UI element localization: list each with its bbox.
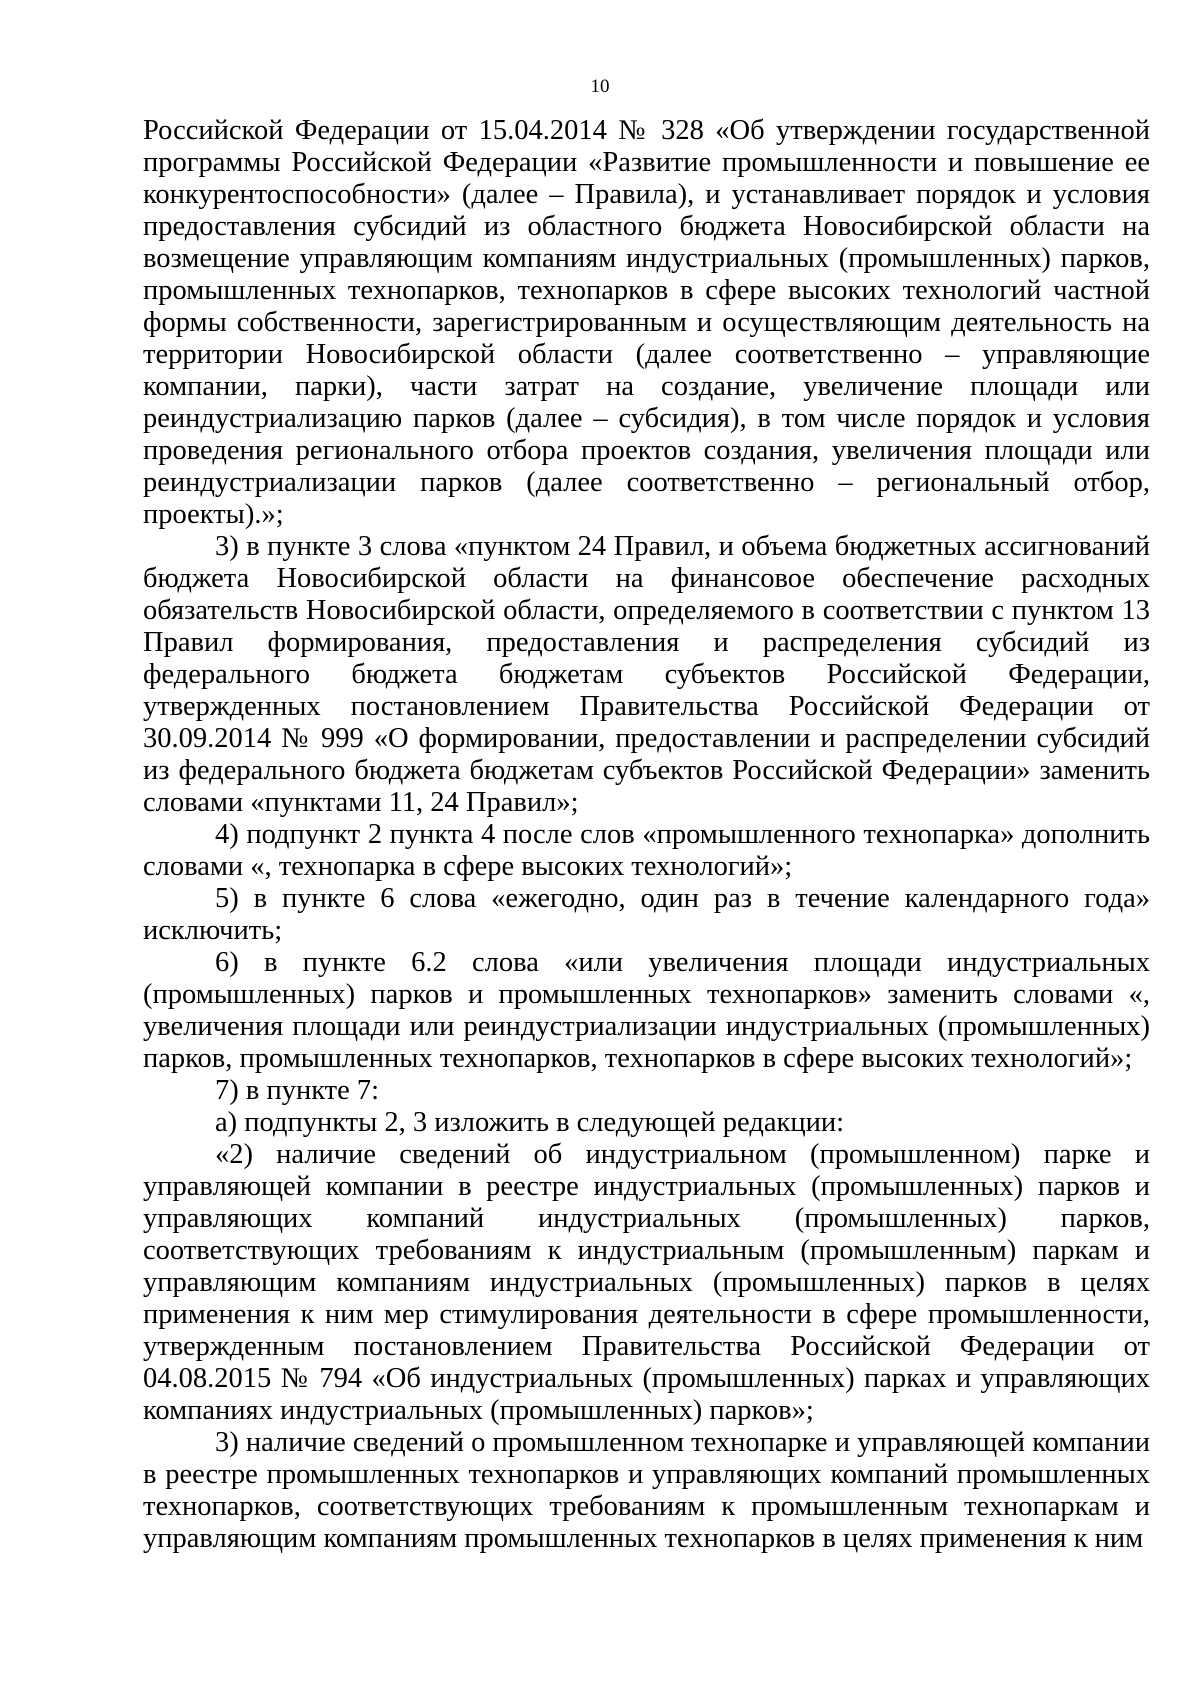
paragraph-continuation: Российской Федерации от 15.04.2014 № 328 «Об утверждении государственной программы Российской Федерации «Развитие промышленности и повышение ее конкурентоспособности» (далее – Правила), и устанавливает порядок и условия предоставления субсидий из областного бюджета Новосибирской области на возмещение управляющим компаниям индустриальных (промышленных) парков, промышленных технопарков, технопарков в сфере высоких технологий частной формы собственности, зарегистрированным и осуществляющим деятельность на территории Новосибирской области (далее соответственно – управляющие компании, парки), части затрат на создание, увеличение площади или реиндустриализацию парков (далее – субсидия), в том числе порядок и условия проведения регионального отбора проектов создания, увеличения площади или реиндустриализации парков (далее соответственно – региональный отбор, проекты).»; (143, 115, 1150, 530)
paragraph-item-5: 5) в пункте 6 слова «ежегодно, один раз в течение календарного года» исключить; (143, 883, 1150, 946)
paragraph-subpoint-2: «2) наличие сведений об индустриальном (промышленном) парке и управляющей компании в реестре индустриальных (промышленных) парков и управляющих компаний индустриальных (промышленных) парков, соответствующих требованиям к индустриальным (промышленным) паркам и управляющим компаниям индустриальных (промышленных) парков в целях применения к ним мер стимулирования деятельности в сфере промышленности, утвержденным постановлением Правительства Российской Федерации от 04.08.2015 № 794 «Об индустриальных (промышленных) парках и управляющих компаниях индустриальных (промышленных) парков»; (143, 1139, 1150, 1426)
document-body (143, 115, 1150, 1555)
paragraph-item-7: 7) в пункте 7: (215, 1075, 380, 1106)
paragraph-item-3: 3) в пункте 3 слова «пунктом 24 Правил, и объема бюджетных ассигнований бюджета Новосибирской области на финансовое обеспечение расходных обязательств Новосибирской области, определяемого в соответствии с пунктом 13 Правил формирования, предоставления и распределения субсидий из федерального бюджета бюджетам субъектов Российской Федерации, утвержденных постановлением Правительства Российской Федерации от 30.09.2014 № 999 «О формировании, предоставлении и распределении субсидий из федерального бюджета бюджетам субъектов Российской Федерации» заменить словами «пунктами 11, 24 Правил»; (143, 531, 1150, 818)
paragraph-subitem-a: а) подпункты 2, 3 изложить в следующей редакции: (215, 1107, 845, 1138)
paragraph-item-4: 4) подпункт 2 пункта 4 после слов «промышленного технопарка» дополнить словами «, технопарка в сфере высоких технологий»; (143, 819, 1150, 882)
paragraph-item-6: 6) в пункте 6.2 слова «или увеличения площади индустриальных (промышленных) парков и промышленных технопарков» заменить словами «, увеличения площади или реиндустриализации индустриальных (промышленных) парков, промышленных технопарков, технопарков в сфере высоких технологий»; (143, 947, 1150, 1074)
paragraph-subpoint-3: 3) наличие сведений о промышленном технопарке и управляющей компании в реестре промышленных технопарков и управляющих компаний промышленных технопарков, соответствующих требованиям к промышленным технопаркам и управляющим компаниям промышленных технопарков в целях применения к ним (143, 1427, 1150, 1554)
page-number: 10 (590, 76, 610, 97)
